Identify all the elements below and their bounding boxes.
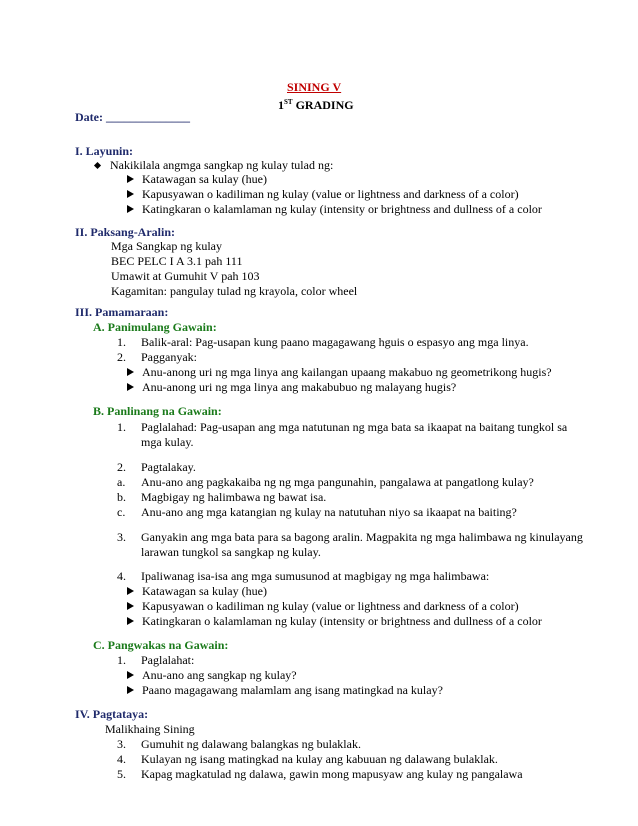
item-text: Kapag magkatulad ng dalawa, gawin mong mapusyaw ang kulay ng pangalawa [141,767,523,781]
list-item [117,335,529,349]
bullet-text: Paano magagawang malamlam ang isang matingkad na kulay? [142,683,443,697]
item-text: Kulayan ng isang matingkad na kulay ang kabuuan ng dalawang bulaklak. [141,752,498,766]
arrow-bullet-icon [127,602,134,610]
arrow-bullet-icon [127,383,134,391]
item-text: Ipaliwanag isa-isa ang mga sumusunod at magbigay ng mga halimbawa: [141,569,490,583]
item-number: 3. [117,530,126,544]
arrow-bullet-icon [127,671,134,679]
grading-label [278,95,354,112]
item-number: 5. [117,767,126,781]
layunin-item-text: Katingkaran o kalamlaman ng kulay (intensity or brightness and dullness of a color [142,202,542,216]
arrow-bullet-icon [127,617,134,625]
item-number: 2. [117,460,126,474]
section-paksang-aralin-heading: II. Paksang-Aralin: [75,225,176,239]
arrow-bullet-icon [127,175,134,183]
list-item [117,460,196,474]
item-text: Pagtalakay. [141,460,196,474]
layunin-intro-text: Nakikilala angmga sangkap ng kulay tulad ng: [110,158,334,172]
list-item [117,350,197,364]
list-item [117,420,567,434]
item-letter: c. [117,505,126,519]
page-title: SINING V [287,80,342,94]
bullet-item [127,599,519,613]
item-text-continued: mga kulay. [141,435,194,449]
bullet-item [127,614,542,628]
diamond-bullet-icon [94,162,101,169]
bullet-item [127,683,443,697]
item-number: 2. [117,350,126,364]
item-number: 1. [117,335,126,349]
layunin-item [127,202,542,216]
layunin-item-text: Kapusyawan o kadiliman ng kulay (value or lightness and darkness of a color) [142,187,519,201]
paksang-aralin-line: Mga Sangkap ng kulay [111,239,222,253]
layunin-item [127,187,519,201]
layunin-item [127,172,267,186]
bullet-text: Katawagan sa kulay (hue) [142,584,267,598]
list-item [117,767,523,781]
item-number: 1. [117,420,126,434]
bullet-text: Anu-anong uri ng mga linya ang kailangan upaang makabuo ng geometrikong hugis? [142,365,552,379]
bullet-item [127,668,297,682]
arrow-bullet-icon [127,686,134,694]
subsection-panimulang-heading: A. Panimulang Gawain: [93,320,217,334]
arrow-bullet-icon [127,587,134,595]
subsection-panlinang-heading: B. Panlinang na Gawain: [93,404,222,418]
item-text: Pagganyak: [141,350,197,364]
layunin-intro [93,158,333,172]
lettered-item [117,475,534,489]
lettered-item [117,490,326,504]
list-item [117,569,489,583]
item-text: Anu-ano ang pagkakaiba ng ng mga pangunahin, pangalawa at pangatlong kulay? [141,475,534,489]
item-number: 1. [117,653,126,667]
section-pamamaraan-heading: III. Pamamaraan: [75,305,169,319]
date-field: Date: ______________ [75,110,190,124]
list-item [117,530,583,544]
bullet-item [127,365,552,379]
bullet-item [127,584,267,598]
item-text: Anu-ano ang mga katangian ng kulay na natutuhan niyo sa ikaapat na baiting? [141,505,517,519]
paksang-aralin-line: BEC PELC I A 3.1 pah 111 [111,254,243,268]
grading-text: GRADING [292,98,354,112]
arrow-bullet-icon [127,190,134,198]
bullet-text: Katingkaran o kalamlaman ng kulay (intensity or brightness and dullness of a color [142,614,542,628]
section-pagtataya-heading: IV. Pagtataya: [75,707,149,721]
item-letter: a. [117,475,126,489]
item-number: 3. [117,737,126,751]
lettered-item [117,505,517,519]
item-text: Paglalahad: Pag-usapan ang mga natutunan ng mga bata sa ikaapat na baitang tungkol sa [141,420,568,434]
grading-superscript: ST [284,98,293,106]
item-number: 4. [117,752,126,766]
arrow-bullet-icon [127,368,134,376]
bullet-text: Anu-ano ang sangkap ng kulay? [142,668,297,682]
list-item [117,752,498,766]
item-text: Magbigay ng halimbawa ng bawat isa. [141,490,327,504]
paksang-aralin-line: Umawit at Gumuhit V pah 103 [111,269,260,283]
bullet-text: Anu-anong uri ng mga linya ang makabubuo ng malayang hugis? [142,380,457,394]
item-text: Balik-aral: Pag-usapan kung paano magagawang hguis o espasyo ang mga linya. [141,335,529,349]
list-item [117,653,194,667]
layunin-item-text: Katawagan sa kulay (hue) [142,172,267,186]
item-text: Gumuhit ng dalawang balangkas ng bulaklak. [141,737,361,751]
section-layunin-heading: I. Layunin: [75,144,134,158]
item-text-continued: larawan tungkol sa sangkap ng kulay. [141,545,321,559]
item-letter: b. [117,490,126,504]
bullet-text: Kapusyawan o kadiliman ng kulay (value or lightness and darkness of a color) [142,599,519,613]
arrow-bullet-icon [127,205,134,213]
list-item [117,737,361,751]
subsection-pangwakas-heading: C. Pangwakas na Gawain: [93,638,229,652]
item-text: Ganyakin ang mga bata para sa bagong aralin. Magpakita ng mga halimbawa ng kinulayang [141,530,583,544]
paksang-aralin-line: Kagamitan: pangulay tulad ng krayola, color wheel [111,284,358,298]
grading-number: 1 [278,98,284,112]
bullet-item [127,380,456,394]
pagtataya-subheading: Malikhaing Sining [105,722,195,736]
item-text: Paglalahat: [141,653,195,667]
item-number: 4. [117,569,126,583]
